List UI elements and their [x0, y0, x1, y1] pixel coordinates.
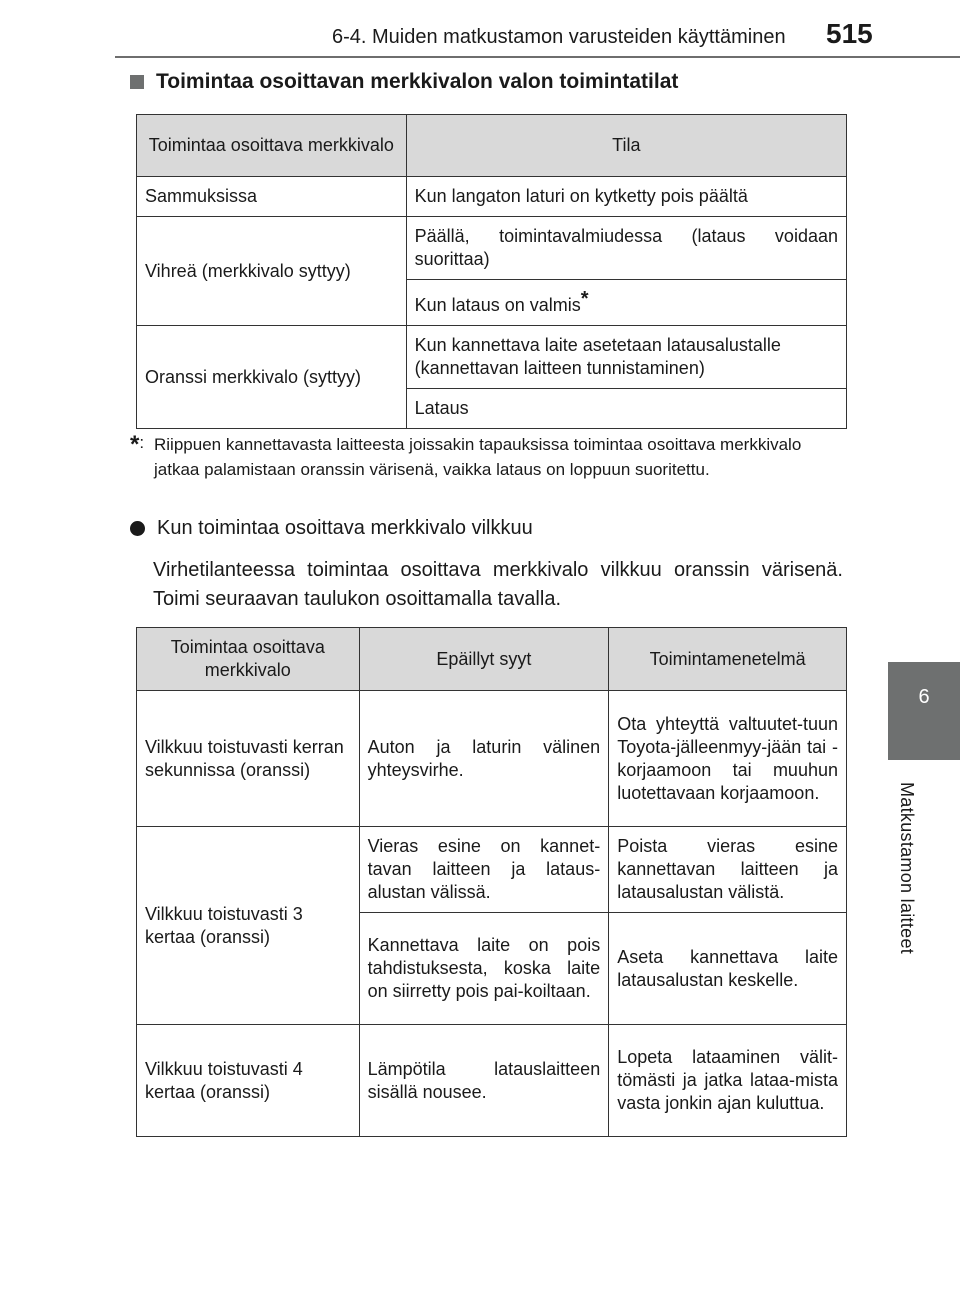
table-header-row [137, 628, 847, 691]
table-header-cell: Toimintaa osoittava merkkivalo [137, 628, 360, 691]
indicator-cell: Sammuksissa [137, 177, 407, 217]
state-cell: Kun kannettava laite asetetaan latausalustalle (kannettavan laitteen tunnistaminen) [406, 326, 846, 389]
table-row [137, 827, 847, 913]
indicator-cell: Vilkkuu toistuvasti 4 kertaa (oranssi) [137, 1025, 360, 1137]
state-cell: Päällä, toimintavalmiudessa (lataus voidaan suorittaa) [406, 217, 846, 280]
state-cell: Lataus [406, 389, 846, 429]
body-paragraph: Virhetilanteessa toimintaa osoittava merkkivalo vilkkuu oranssin värisenä. Toimi seuraavan taulukon osoittamalla tavalla. [153, 559, 843, 610]
table-header-cell: Toimintamenetelmä [609, 628, 847, 691]
footnote-text: Riippuen kannettavasta laitteesta joissakin tapauksissa toimintaa osoittava merkkivalo jatkaa palamistaan oranssin värisenä, vaikka lataus on loppuun suoritettu. [154, 435, 802, 479]
cause-cell: Kannettava laite on pois tahdistuksesta, koska laite on siirretty pois pai-koiltaan. [359, 913, 609, 1025]
bullet-heading [130, 517, 533, 540]
table-row [137, 177, 847, 217]
footnote-star: * [130, 431, 140, 458]
indicator-cell: Vilkkuu toistuvasti kerran sekunnissa (oranssi) [137, 691, 360, 827]
bullet-heading-text: Kun toimintaa osoittava merkkivalo vilkkuu [157, 517, 533, 539]
cause-cell: Vieras esine on kannet-tavan laitteen ja lataus-alustan välissä. [359, 827, 609, 913]
indicator-cell: Vihreä (merkkivalo syttyy) [137, 217, 407, 326]
header-divider [115, 56, 960, 58]
state-cell [406, 280, 846, 326]
table-row [137, 326, 847, 389]
table-header-cell: Epäillyt syyt [359, 628, 609, 691]
page-number: 515 [826, 18, 873, 49]
section-heading-text: Toimintaa osoittavan merkkivalon valon toimintatilat [156, 70, 679, 93]
action-cell: Poista vieras esine kannettavan laitteen ja latausalustan välistä. [609, 827, 847, 913]
running-header-title: 6-4. Muiden matkustamon varusteiden käyttäminen [332, 26, 786, 48]
indicator-cell: Oranssi merkkivalo (syttyy) [137, 326, 407, 429]
footnote-separator: : [139, 433, 145, 452]
indicator-cell: Vilkkuu toistuvasti 3 kertaa (oranssi) [137, 827, 360, 1025]
chapter-tab-label: Matkustamon laitteet [897, 782, 917, 955]
state-text: Kun lataus on valmis [414, 295, 581, 315]
footnote [130, 430, 845, 482]
table-header-cell: Tila [406, 115, 846, 177]
square-bullet-icon [130, 75, 144, 89]
footnote-marker: * [580, 288, 589, 310]
table-row [137, 217, 847, 280]
table-row [137, 691, 847, 827]
table-row [137, 1025, 847, 1137]
blinking-indicator-table [136, 627, 847, 1137]
action-cell: Lopeta lataaminen välit-tömästi ja jatka lataa-mista vasta jonkin ajan kuluttua. [609, 1025, 847, 1137]
indicator-states-table [136, 114, 847, 429]
cause-cell: Auton ja laturin välinen yhteysvirhe. [359, 691, 609, 827]
state-cell: Kun langaton laturi on kytketty pois päältä [406, 177, 846, 217]
action-cell: Aseta kannettava laite latausalustan keskelle. [609, 913, 847, 1025]
cause-cell: Lämpötila latauslaitteen sisällä nousee. [359, 1025, 609, 1137]
circle-bullet-icon [130, 521, 145, 536]
table-header-row [137, 115, 847, 177]
action-cell: Ota yhteyttä valtuutet-tuun Toyota-jälleenmyy-jään tai -korjaamoon tai muuhun luotettavaan korjaamoon. [609, 691, 847, 827]
chapter-tab: 6 [888, 662, 960, 760]
section-heading [130, 70, 678, 94]
table-header-cell: Toimintaa osoittava merkkivalo [137, 115, 407, 177]
